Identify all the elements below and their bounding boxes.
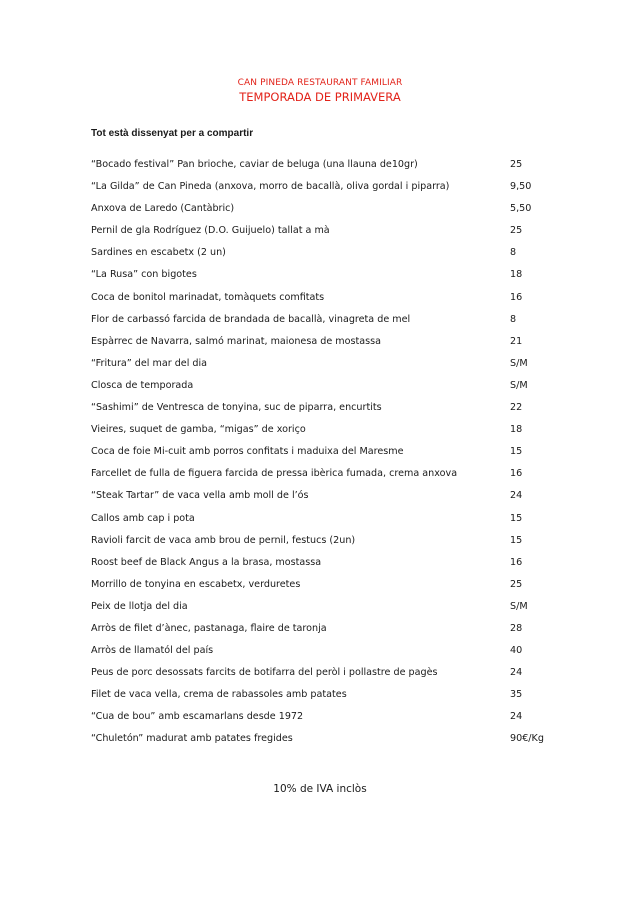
menu-item: [91, 463, 561, 485]
menu-item: [91, 574, 561, 596]
menu-header: [0, 77, 640, 104]
dish-price: 25: [510, 225, 523, 237]
menu-item: [91, 684, 561, 706]
dish-name: Farcellet de fulla de figuera farcida de pressa ibèrica fumada, crema anxova: [91, 468, 458, 480]
menu-item: [91, 485, 561, 507]
dish-name: Arròs de llamatól del país: [91, 645, 214, 657]
dish-name: Closca de temporada: [91, 379, 194, 391]
menu-item: [91, 264, 561, 286]
menu-item: [91, 375, 561, 397]
dish-price: 15: [510, 512, 523, 524]
dish-name: “Chuletón” madurat amb patates fregides: [91, 733, 293, 745]
dish-name: Sardines en escabetx (2 un): [91, 247, 226, 259]
dish-price: 35: [510, 689, 523, 701]
menu-item: [91, 353, 561, 375]
dish-price: 25: [510, 159, 523, 170]
menu-item: [91, 154, 561, 176]
dish-name: Coca de foie Mi-cuit amb porros confitats i maduixa del Maresme: [91, 446, 404, 458]
dish-price: 28: [510, 622, 523, 634]
dish-price: S/M: [510, 357, 528, 369]
dish-name: “Sashimi” de Ventresca de tonyina, suc de piparra, encurtits: [91, 402, 382, 414]
dish-name: “Bocado festival” Pan brioche, caviar de beluga (una llauna de10gr): [91, 159, 418, 170]
dish-name: Roost beef de Black Angus a la brasa, mostassa: [91, 556, 322, 568]
dish-name: “Steak Tartar” de vaca vella amb moll de l’ós: [91, 490, 309, 502]
dish-name: Callos amb cap i pota: [91, 512, 195, 524]
menu-item: [91, 662, 561, 684]
dish-price: 25: [510, 578, 523, 590]
dish-price: S/M: [510, 379, 528, 391]
dish-price: 9,50: [510, 181, 532, 193]
menu-item: [91, 242, 561, 264]
dish-name: “La Rusa” con bigotes: [91, 269, 197, 281]
menu-item: [91, 397, 561, 419]
dish-name: Peus de porc desossats farcits de botifarra del peròl i pollastre de pagès: [91, 667, 438, 679]
menu-item: [91, 728, 561, 750]
menu-list: [91, 154, 561, 751]
dish-price: 22: [510, 402, 523, 414]
dish-price: S/M: [510, 600, 528, 612]
dish-name: “La Gilda” de Can Pineda (anxova, morro de bacallà, oliva gordal i piparra): [91, 181, 450, 193]
menu-item: [91, 287, 561, 309]
dish-name: Espàrrec de Navarra, salmó marinat, maionesa de mostassa: [91, 335, 382, 347]
menu-item: [91, 706, 561, 728]
menu-item: [91, 530, 561, 552]
dish-price: 5,50: [510, 203, 532, 215]
dish-price: 24: [510, 711, 523, 723]
dish-price: 16: [510, 468, 523, 480]
menu-item: [91, 640, 561, 662]
dish-name: Pernil de gla Rodríguez (D.O. Guijuelo) tallat a mà: [91, 225, 330, 237]
dish-price: 8: [510, 247, 517, 259]
dish-price: 24: [510, 667, 523, 679]
dish-price: 18: [510, 269, 523, 281]
dish-name: “Cua de bou” amb escamarlans desde 1972: [91, 711, 304, 723]
menu-item: [91, 419, 561, 441]
vat-note: 10% de IVA inclòs: [273, 783, 367, 795]
dish-name: Peix de llotja del dia: [91, 600, 188, 612]
dish-name: Morrillo de tonyina en escabetx, verduretes: [91, 578, 301, 590]
menu-item: [91, 309, 561, 331]
dish-price: 24: [510, 490, 523, 502]
menu-item: [91, 176, 561, 198]
dish-name: “Fritura” del mar del dia: [91, 357, 208, 369]
dish-price: 15: [510, 446, 523, 458]
dish-name: Arròs de filet d’ànec, pastanaga, flaire de taronja: [91, 622, 327, 634]
dish-name: Flor de carbassó farcida de brandada de bacallà, vinagreta de mel: [91, 313, 411, 325]
dish-name: Vieires, suquet de gamba, “migas” de xoriço: [91, 424, 306, 436]
dish-price: 16: [510, 556, 523, 568]
dish-price: 18: [510, 424, 523, 436]
dish-name: Anxova de Laredo (Cantàbric): [91, 203, 235, 215]
dish-price: 15: [510, 534, 523, 546]
menu-item: [91, 552, 561, 574]
dish-name: Coca de bonitol marinadat, tomàquets comfitats: [91, 291, 325, 303]
dish-name: Filet de vaca vella, crema de rabassoles amb patates: [91, 689, 347, 701]
menu-item: [91, 198, 561, 220]
season-title: TEMPORADA DE PRIMAVERA: [239, 90, 401, 104]
dish-price: 90€/Kg: [510, 733, 544, 745]
menu-item: [91, 508, 561, 530]
restaurant-name: CAN PINEDA RESTAURANT FAMILIAR: [237, 78, 403, 88]
menu-item: [91, 618, 561, 640]
menu-item: [91, 331, 561, 353]
menu-item: [91, 220, 561, 242]
dish-price: 21: [510, 335, 523, 347]
dish-price: 8: [510, 313, 517, 325]
dish-price: 40: [510, 645, 523, 657]
dish-price: 16: [510, 291, 523, 303]
menu-item: [91, 441, 561, 463]
menu-intro: Tot està dissenyat per a compartir: [91, 128, 254, 139]
menu-item: [91, 596, 561, 618]
dish-name: Ravioli farcit de vaca amb brou de pernil, festucs (2un): [91, 534, 356, 546]
